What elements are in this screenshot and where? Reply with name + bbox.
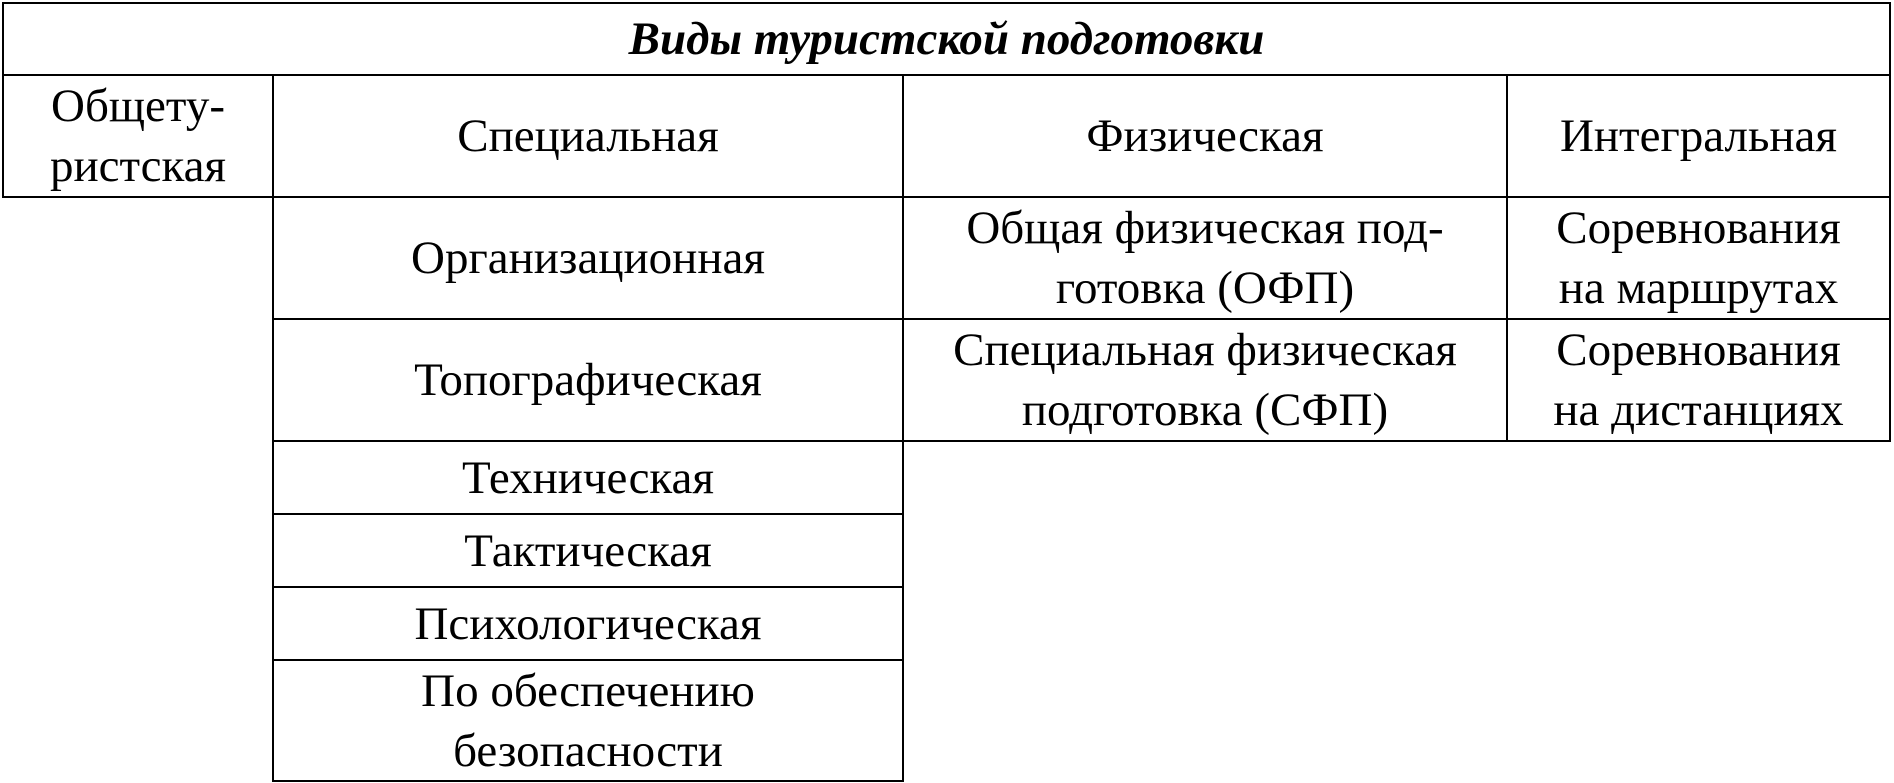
- special-topographic-text: Топографическая: [414, 354, 762, 406]
- physical-special-line2: подготовка (СФП): [1021, 384, 1389, 436]
- physical-general-line1: Общая физическая под-: [966, 202, 1444, 254]
- header-general-tourist: [2, 74, 274, 198]
- integral-routes: [1506, 196, 1891, 320]
- special-safety: [272, 659, 904, 782]
- integral-distances-line1: Соревнования: [1556, 324, 1841, 376]
- integral-routes-line1: Соревнования: [1556, 202, 1841, 254]
- special-safety-line2: безопасности: [453, 724, 723, 777]
- header-special: [272, 74, 904, 198]
- physical-general-line2: готовка (ОФП): [1055, 262, 1355, 314]
- physical-special-line1: Специальная физическая: [953, 324, 1457, 376]
- special-tactical: [272, 513, 904, 588]
- header-integral: [1506, 74, 1891, 198]
- header-special-text: Специальная: [457, 110, 719, 162]
- physical-special: [902, 318, 1508, 442]
- integral-routes-text: [1556, 198, 1840, 318]
- physical-general-text: [966, 198, 1443, 318]
- special-tactical-text: Тактическая: [464, 524, 712, 577]
- table-title-text: Виды туристской подготовки: [628, 13, 1265, 65]
- special-safety-line1: По обеспечению: [421, 664, 755, 717]
- special-topographic: [272, 318, 904, 442]
- special-psychological: [272, 586, 904, 661]
- physical-special-text: [953, 320, 1457, 440]
- table-title: [2, 2, 1891, 76]
- header-general-tourist-text: [50, 76, 226, 196]
- special-technical: [272, 440, 904, 515]
- special-technical-text: Техническая: [461, 451, 715, 504]
- header-integral-text: Интегральная: [1559, 110, 1838, 162]
- special-safety-text: [421, 661, 755, 781]
- header-general-tourist-line1: Общету-: [51, 80, 225, 132]
- physical-general: [902, 196, 1508, 320]
- special-organizational: [272, 196, 904, 320]
- integral-distances-text: [1553, 320, 1843, 440]
- integral-routes-line2: на маршрутах: [1558, 262, 1839, 314]
- header-general-tourist-line2: ристская: [49, 140, 227, 192]
- integral-distances-line2: на дистанциях: [1553, 384, 1844, 436]
- special-psychological-text: Психологическая: [414, 597, 762, 650]
- special-organizational-text: Организационная: [411, 232, 765, 284]
- integral-distances: [1506, 318, 1891, 442]
- header-physical: [902, 74, 1508, 198]
- header-physical-text: Физическая: [1086, 110, 1324, 162]
